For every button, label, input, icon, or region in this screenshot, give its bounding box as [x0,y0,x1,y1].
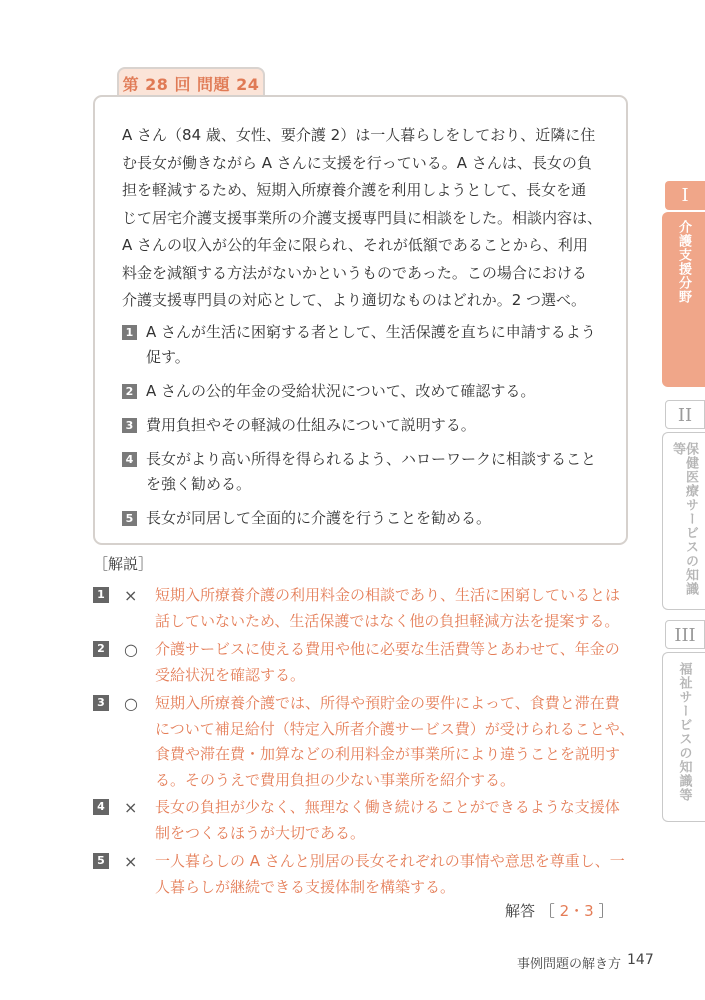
explanation-number-badge: 3 [93,695,109,711]
sidebar-tab-3[interactable] [662,652,705,822]
question-text-line: 介護支援専門員の対応として、より適切なものはどれか。2 つ選べ。 [122,291,587,309]
answer-line [505,900,613,921]
explanation-text-line: 話していないため、生活保護ではなく他の負担軽減方法を提案する。 [155,611,620,630]
sidebar-tab-1[interactable] [662,212,705,387]
page-number: 147 [627,952,654,968]
option-number-badge: 2 [122,384,137,399]
option-number-badge: 4 [122,452,137,467]
option-number-badge: 3 [122,418,137,433]
footer-section-title: 事例問題の解き方 [517,957,622,972]
option-text-line: 促す。 [146,348,190,366]
sidebar-tab-2[interactable] [662,432,705,610]
explanation-text-line: 一人暮らしの A さんと別居の長女それぞれの事情や意思を尊重し、一 [155,852,625,870]
option-4 [122,447,612,497]
option-text-line: A さんの公的年金の受給状況について、改めて確認する。 [146,382,536,400]
answer-value: 2・3 [559,902,594,920]
option-5 [122,506,612,531]
option-3 [122,413,612,438]
explanation-text-line: 短期入所療養介護の利用料金の相談であり、生活に困窮しているとは [155,586,621,604]
explanation-text-line: る。そのうえで費用負担の少ない事業所を紹介する。 [155,770,516,789]
answer-open-bracket: ［ [539,902,555,920]
explanation-number-badge: 5 [93,853,109,869]
option-number-badge: 5 [122,511,137,526]
option-1 [122,320,612,370]
sidebar-tab-label: 介護支援分野 [676,220,691,304]
circle-mark-icon: ○ [124,694,138,713]
option-text-line: 費用負担やその軽減の仕組みについて説明する。 [146,416,476,434]
explanation-item-4 [93,795,633,846]
answer-options [122,320,612,531]
explanation-text-line: 短期入所療養介護では、所得や預貯金の要件によって、食費と滞在費 [155,694,620,712]
sidebar-tab-label: 保健医療サービスの知識等 [670,442,698,596]
explanation-item-1 [93,583,633,634]
cross-mark-icon: × [124,852,138,871]
option-text-line: を強く勧める。 [146,475,252,493]
option-text-line: 長女が同居して全面的に介護を行うことを勧める。 [146,509,492,527]
question-text-line: 料金を減額する方法がないかというものであった。この場合における [122,263,587,282]
question-text-line: A さんの収入が公的年金に限られ、それが低額であることから、利用 [122,236,588,254]
question-text [122,122,610,315]
explanation-number-badge: 2 [93,641,109,657]
explanation-text-line: 受給状況を確認する。 [155,665,306,684]
explanation-number-badge: 4 [93,799,109,815]
circle-mark-icon: ○ [124,640,138,659]
explanation-text-line: 介護サービスに使える費用や他に必要な生活費等とあわせて、年金の [155,640,620,658]
question-number-tab: 第 28 回 問題 24 [117,67,265,97]
explanation-text-line: 長女の負担が少なく、無理なく働き続けることができるような支援体 [155,798,620,816]
answer-close-bracket: ］ [598,902,614,920]
explanation-heading: ［解説］ [93,555,154,573]
question-text-line: じて居宅介護支援事業所の介護支援専門員に相談をした。相談内容は、 [122,208,603,227]
sidebar-tab-label: 福祉サービスの知識等 [676,662,692,802]
question-text-line: A さん（84 歳、女性、要介護 2）は一人暮らしをしており、近隣に住 [122,126,596,144]
sidebar-roman-1[interactable]: I [665,181,705,210]
option-2 [122,379,612,404]
explanation-number-badge: 1 [93,587,109,603]
sidebar-roman-2[interactable]: II [665,400,705,429]
explanation-item-3 [93,691,633,793]
option-text-line: 長女がより高い所得を得られるよう、ハローワークに相談すること [146,450,597,468]
explanation-text-line: 制をつくるほうが大切である。 [155,823,366,842]
question-text-line: む長女が働きながら A さんに支援を行っている。A さんは、長女の負 [122,153,592,172]
option-text-line: A さんが生活に困窮する者として、生活保護を直ちに申請するよう [146,323,596,341]
sidebar-roman-3[interactable]: III [665,620,705,649]
explanation-item-5 [93,849,633,900]
cross-mark-icon: × [124,586,138,605]
explanation-text-line: 食費や滞在費・加算などの利用料金が事業所により違うことを説明す [155,745,621,763]
cross-mark-icon: × [124,798,138,817]
explanation-item-2 [93,637,633,688]
answer-label: 解答 [505,902,536,920]
option-number-badge: 1 [122,325,137,340]
question-text-line: 担を軽減するため、短期入所療養介護を利用しようとして、長女を通 [122,181,587,199]
explanation-text-line: について補足給付（特定入所者介護サービス費）が受けられることや、 [155,719,635,738]
explanation-text-line: 人暮らしが継続できる支援体制を構築する。 [155,877,456,896]
